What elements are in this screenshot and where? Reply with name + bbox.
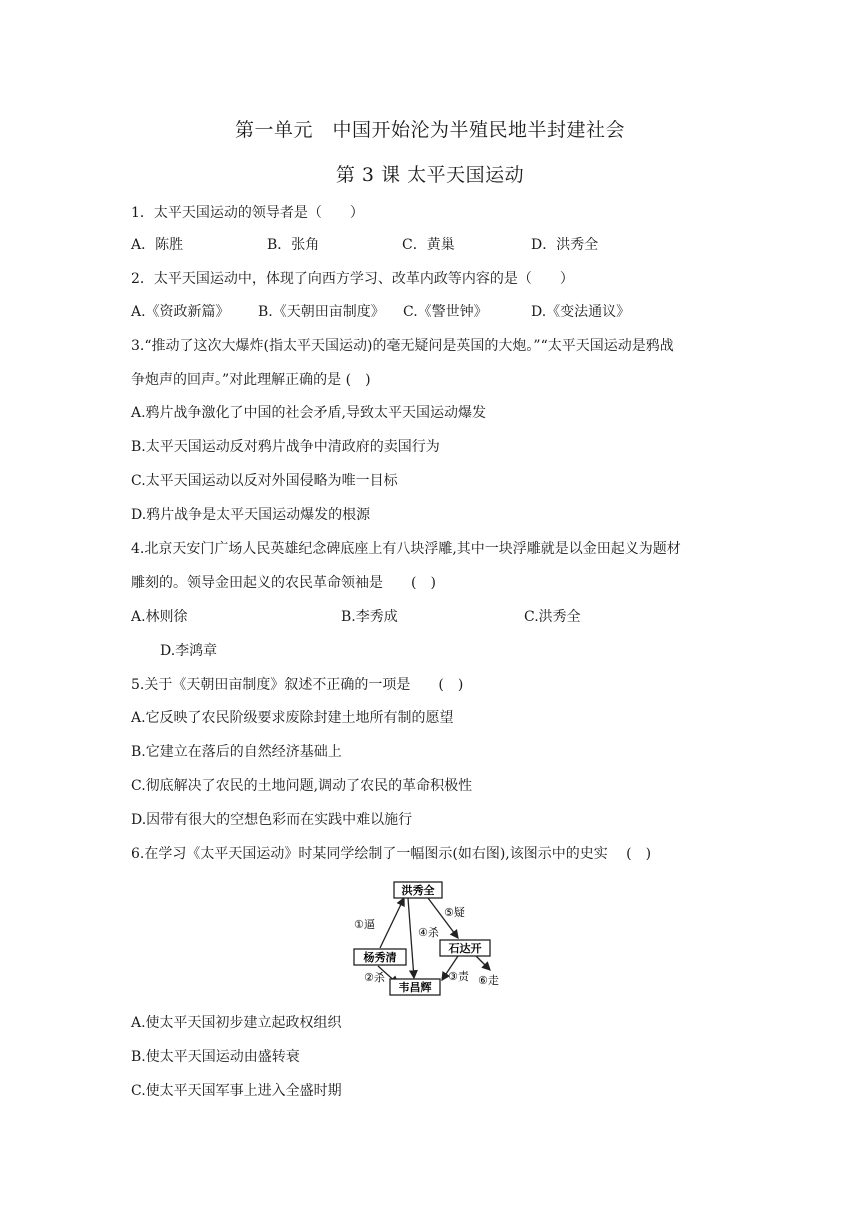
edge-label-6: ⑥走 (478, 974, 499, 987)
question-4-option-a: A.林则徐 (131, 609, 188, 625)
question-1-option-c: C．黄巢 (402, 237, 455, 253)
question-4-option-d: D.李鸿章 (160, 643, 218, 659)
question-5-option-c: C.彻底解决了农民的土地问题,调动了农民的革命积极性 (131, 778, 473, 794)
node-hong: 洪秀全 (401, 884, 435, 897)
question-5-stem: 5.关于《天朝田亩制度》叙述不正确的一项是 ( ) (131, 677, 464, 693)
question-4-stem-line2: 雕刻的。领导金田起义的农民革命领袖是 ( ) (131, 575, 436, 591)
edge-label-3: ③责 (448, 970, 469, 983)
question-5-option-a: A.它反映了农民阶级要求废除封建土地所有制的愿望 (131, 710, 454, 726)
question-2-option-a: A.《资政新篇》 (131, 304, 230, 320)
node-shi: 石达开 (448, 942, 482, 955)
question-1-option-b: B．张角 (267, 237, 320, 253)
question-2-stem: 2．太平天国运动中，体现了向西方学习、改革内政等内容的是（ ） (131, 271, 574, 287)
question-6-option-a: A.使太平天国初步建立起政权组织 (131, 1015, 342, 1031)
question-3-stem-line1: 3.“推动了这次大爆炸(指太平天国运动)的毫无疑问是英国的大炮。”“太平天国运动是鸦战 (131, 338, 674, 354)
question-3-option-a: A.鸦片战争激化了中国的社会矛盾,导致太平天国运动爆发 (131, 405, 487, 421)
edge-line-4 (408, 898, 414, 978)
node-yang: 杨秀清 (363, 951, 397, 964)
question-4-option-b: B.李秀成 (341, 609, 398, 625)
question-6-stem: 6.在学习《太平天国运动》时某同学绘制了一幅图示(如右图),该图示中的史实 ( ) (131, 846, 652, 862)
edge-label-2: ②杀 (364, 971, 385, 984)
question-4-stem-line1: 4.北京天安门广场人民英雄纪念碑底座上有八块浮雕,其中一块浮雕就是以金田起义为题材 (131, 541, 681, 557)
question-5-option-b: B.它建立在落后的自然经济基础上 (131, 744, 342, 760)
question-6-option-b: B.使太平天国运动由盛转衰 (131, 1049, 300, 1065)
edge-line-1 (380, 898, 404, 948)
node-wei: 韦昌辉 (398, 981, 432, 994)
edge-label-1: ①逼 (354, 918, 375, 931)
relationship-diagram (338, 880, 508, 996)
question-3-stem-line2: 争炮声的回声。”对此理解正确的是 ( ) (131, 372, 371, 388)
lesson-title: 第 3 课 太平天国运动 (335, 164, 525, 186)
question-1-option-a: A．陈胜 (131, 237, 184, 253)
edge-line-6 (476, 956, 490, 970)
edge-label-4: ④杀 (418, 926, 439, 939)
question-1-option-d: D．洪秀全 (531, 237, 599, 253)
question-2-option-c: C.《警世钟》 (403, 304, 488, 320)
edge-label-5: ⑤疑 (444, 906, 465, 919)
question-5-option-d: D.因带有很大的空想色彩而在实践中难以施行 (131, 812, 413, 828)
question-6-option-c: C.使太平天国军事上进入全盛时期 (131, 1083, 342, 1099)
question-3-option-d: D.鸦片战争是太平天国运动爆发的根源 (131, 507, 371, 523)
question-3-option-b: B.太平天国运动反对鸦片战争中清政府的卖国行为 (131, 439, 440, 455)
question-4-option-c: C.洪秀全 (524, 609, 581, 625)
question-2-option-d: D.《变法通议》 (531, 304, 631, 320)
question-1-stem: 1．太平天国运动的领导者是（ ） (131, 205, 364, 221)
question-3-option-c: C.太平天国运动以反对外国侵略为唯一目标 (131, 473, 398, 489)
unit-title: 第一单元 中国开始沦为半殖民地半封建社会 (234, 119, 625, 141)
question-2-option-b: B.《天朝田亩制度》 (258, 304, 385, 320)
